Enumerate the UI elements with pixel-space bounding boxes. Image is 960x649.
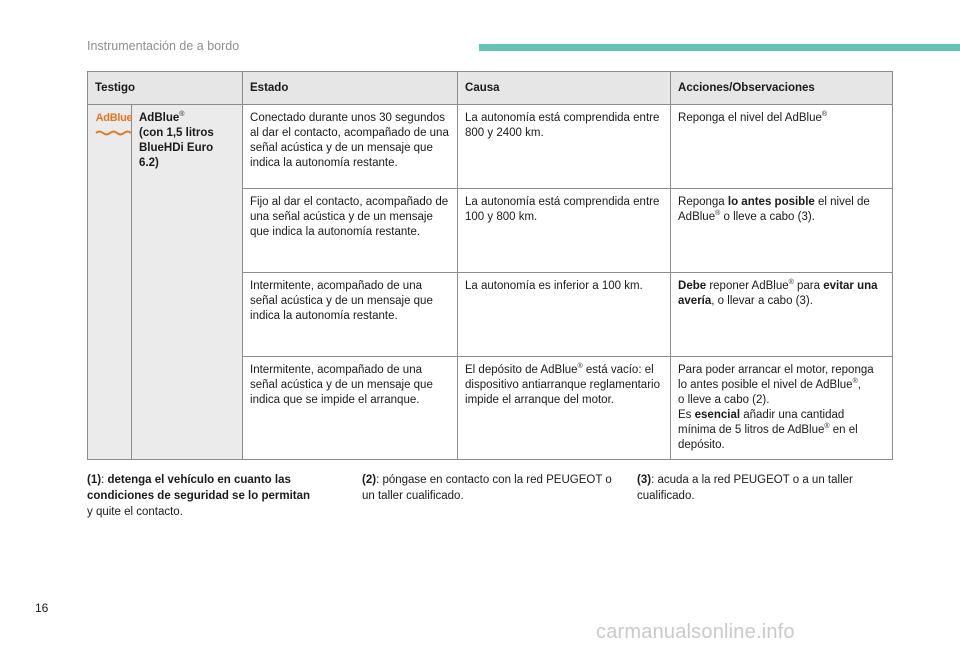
adblue-warning-icon <box>95 111 133 141</box>
accion-emphasis: Debe <box>678 280 707 292</box>
accion-cell <box>671 189 893 273</box>
causa-cell <box>458 357 671 460</box>
accion-text: en el depósito. <box>678 424 858 451</box>
indicator-detail-1: (con 1,5 litros <box>139 127 214 139</box>
footnote-ref: (2) <box>362 474 377 486</box>
causa-text: El depósito de AdBlue <box>465 364 578 376</box>
accion-cell <box>671 357 893 460</box>
footnote-ref: (3) <box>637 474 652 486</box>
accion-text: o lleve a cabo (3). <box>720 211 815 223</box>
accion-emphasis: evitar una avería <box>678 280 878 307</box>
reg-mark: ® <box>577 363 583 371</box>
reg-mark: ® <box>821 111 828 119</box>
accion-text: Es <box>678 409 695 421</box>
accion-text: , o llevar a cabo (3). <box>711 295 813 307</box>
accion-text: el nivel de AdBlue <box>678 196 870 223</box>
indicator-name: AdBlue <box>139 112 180 124</box>
estado-cell <box>243 105 458 189</box>
causa-cell <box>458 189 671 273</box>
causa-text: La autonomía está comprendida entre 800 y 2400 km. <box>465 112 660 139</box>
accion-text: reponer AdBlue <box>706 280 789 292</box>
indicator-icon-cell <box>88 105 132 460</box>
accion-text: o lleve a cabo (2). <box>678 394 770 406</box>
estado-text: Intermitente, acompañado de una señal acústica y de un mensaje que indica la autonomía restante. <box>250 280 433 322</box>
footnote-text: y quite el contacto. <box>87 506 183 518</box>
watermark-link[interactable]: carmanualsonline.info <box>596 621 795 643</box>
header-estado: Estado <box>243 72 458 105</box>
footnote-3 <box>637 472 887 504</box>
estado-text: Conectado durante unos 30 segundos al dar el contacto, acompañado de una señal acústica y de un mensaje que indica la autonomía restante. <box>250 112 449 169</box>
accion-cell <box>671 105 893 189</box>
indicator-detail-2: BlueHDi Euro 6.2) <box>139 142 214 169</box>
accion-text: , <box>857 379 861 391</box>
accion-emphasis: esencial <box>694 409 741 421</box>
footnote-ref: (1) <box>87 474 102 486</box>
reg-mark: ® <box>179 111 185 119</box>
table-header-row <box>88 72 893 105</box>
indicator-table <box>87 71 893 460</box>
accion-emphasis: lo antes posible <box>727 196 815 208</box>
footnote-emphasis: detenga el vehículo en cuanto las condiciones de seguridad se lo permitan <box>87 474 311 502</box>
header-acciones: Acciones/Observaciones <box>671 72 893 105</box>
estado-cell <box>243 357 458 460</box>
accion-text: Reponga el nivel del AdBlue <box>678 112 822 124</box>
reg-mark: ® <box>788 279 794 287</box>
estado-cell <box>243 189 458 273</box>
estado-cell <box>243 273 458 357</box>
accion-text: para <box>793 280 824 292</box>
reg-mark: ® <box>715 210 721 218</box>
causa-text: La autonomía está comprendida entre 100 y 800 km. <box>465 196 660 223</box>
indicator-name-cell <box>132 105 243 460</box>
accion-text: Para poder arrancar el motor, reponga lo antes posible el nivel de AdBlue <box>678 364 874 391</box>
table-row <box>88 105 893 189</box>
accion-cell <box>671 273 893 357</box>
causa-cell <box>458 273 671 357</box>
estado-text: Fijo al dar el contacto, acompañado de una señal acústica y de un mensaje que indica la autonomía restante. <box>250 196 449 238</box>
causa-text: La autonomía es inferior a 100 km. <box>465 280 643 292</box>
page-number: 16 <box>35 601 49 615</box>
estado-text: Intermitente, acompañado de una señal acústica y de un mensaje que indica que se impide el arranque. <box>250 364 433 406</box>
footnote-colon: : <box>101 474 108 486</box>
adblue-wave-icon <box>95 130 133 136</box>
section-title: Instrumentación de a bordo <box>87 39 240 53</box>
header-accent-bar <box>479 44 960 51</box>
causa-text: está vacío: el dispositivo antiarranque reglamentario impide el arranque del motor. <box>465 364 660 406</box>
accion-text: Reponga <box>678 196 728 208</box>
footnote-1 <box>87 472 337 520</box>
footnote-text: : póngase en contacto con la red PEUGEOT o un taller cualificado. <box>362 474 612 502</box>
reg-mark: ® <box>852 378 858 386</box>
footnote-2 <box>362 472 620 504</box>
causa-cell <box>458 105 671 189</box>
adblue-icon-text: AdBlue <box>95 112 133 124</box>
accion-text: añadir una cantidad mínima de 5 litros de AdBlue <box>678 409 845 436</box>
header-causa: Causa <box>458 72 671 105</box>
reg-mark: ® <box>824 423 830 431</box>
footnote-text: : acuda a la red PEUGEOT o a un taller cualificado. <box>637 474 853 502</box>
header-testigo: Testigo <box>88 72 243 105</box>
